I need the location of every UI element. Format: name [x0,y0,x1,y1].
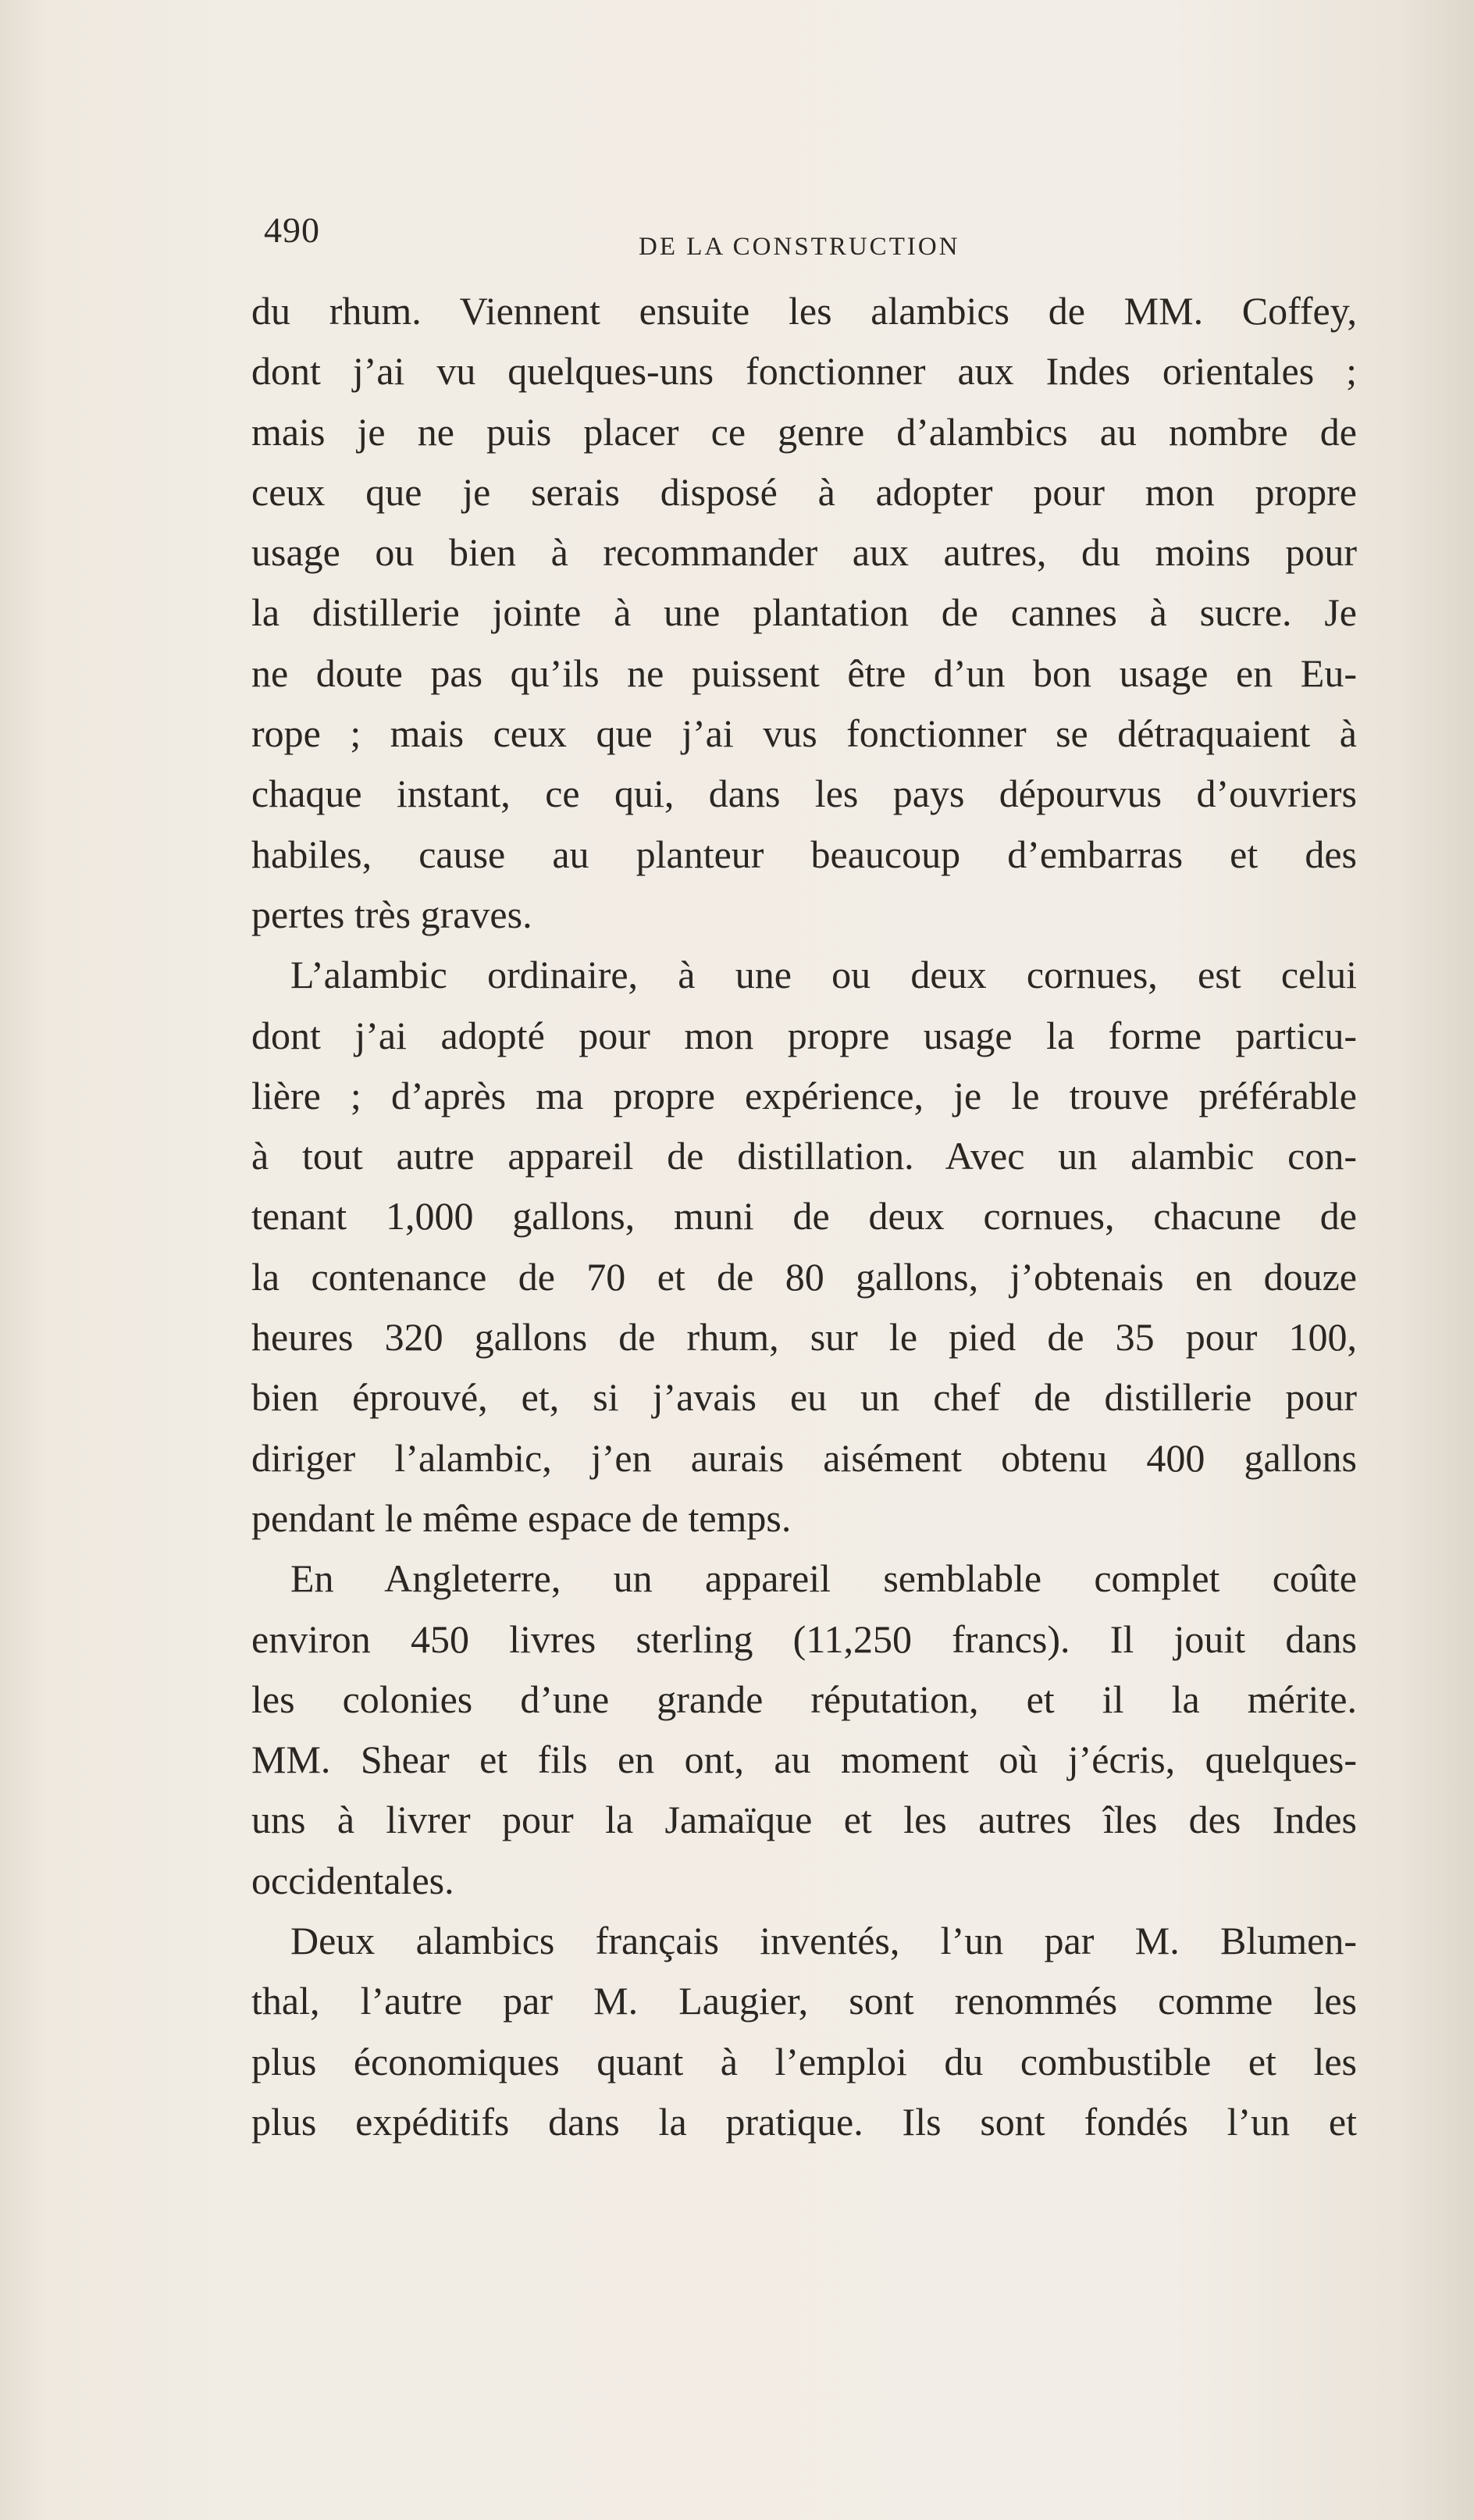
page-number: 490 [264,210,320,250]
text-line: diriger l’alambic, j’en aurais aisément obtenu 400 gallons [251,1435,1357,1480]
text-line: ceux que je serais disposé à adopter pour mon propre [251,469,1357,514]
running-title: DE LA CONSTRUCTION [639,233,960,261]
text-line: rope ; mais ceux que j’ai vus fonctionner se détraquaient à [251,711,1357,756]
text-line: uns à livrer pour la Jamaïque et les autres îles des Indes [251,1798,1357,1842]
text-line: dont j’ai adopté pour mon propre usage la forme particu- [251,1013,1357,1057]
text-line: lière ; d’après ma propre expérience, je le trouve préférable [251,1073,1357,1117]
text-line: la contenance de 70 et de 80 gallons, j’obtenais en douze [251,1254,1357,1299]
text-line: heures 320 gallons de rhum, sur le pied de 35 pour 100, [251,1315,1357,1360]
text-line: En Angleterre, un appareil semblable complet coûte [290,1556,1357,1601]
text-line: Deux alambics français inventés, l’un par M. Blumen- [290,1919,1357,1963]
text-line: pertes très graves. [251,892,532,936]
text-line: plus expéditifs dans la pratique. Ils sont fondés l’un et [251,2099,1357,2144]
text-line: chaque instant, ce qui, dans les pays dépourvus d’ouvriers [251,772,1357,816]
text-line: occidentales. [251,1858,454,1902]
body-text [251,281,1357,2152]
text-line: MM. Shear et fils en ont, au moment où j’écris, quelques- [251,1738,1357,1782]
text-line: dont j’ai vu quelques-uns fonctionner aux Indes orientales ; [251,349,1357,394]
text-line: habiles, cause au planteur beaucoup d’embarras et des [251,832,1357,876]
text-line: à tout autre appareil de distillation. Avec un alambic con- [251,1134,1357,1178]
text-line: tenant 1,000 gallons, muni de deux cornues, chacune de [251,1194,1357,1239]
text-line: L’alambic ordinaire, à une ou deux cornues, est celui [290,953,1357,997]
text-line: mais je ne puis placer ce genre d’alambics au nombre de [251,409,1357,454]
text-line: bien éprouvé, et, si j’avais eu un chef de distillerie pour [251,1375,1357,1420]
text-line: du rhum. Viennent ensuite les alambics de MM. Coffey, [251,289,1357,333]
text-line: plus économiques quant à l’emploi du combustible et les [251,2039,1357,2083]
text-line: usage ou bien à recommander aux autres, du moins pour [251,530,1357,575]
text-line: les colonies d’une grande réputation, et il la mérite. [251,1677,1357,1721]
text-line: environ 450 livres sterling (11,250 francs). Il jouit dans [251,1616,1357,1661]
text-line: la distillerie jointe à une plantation de cannes à sucre. Je [251,590,1357,635]
text-line: ne doute pas qu’ils ne puissent être d’un bon usage en Eu- [251,650,1357,695]
text-line: thal, l’autre par M. Laugier, sont renommés comme les [251,1979,1357,2023]
text-line: pendant le même espace de temps. [251,1495,792,1540]
